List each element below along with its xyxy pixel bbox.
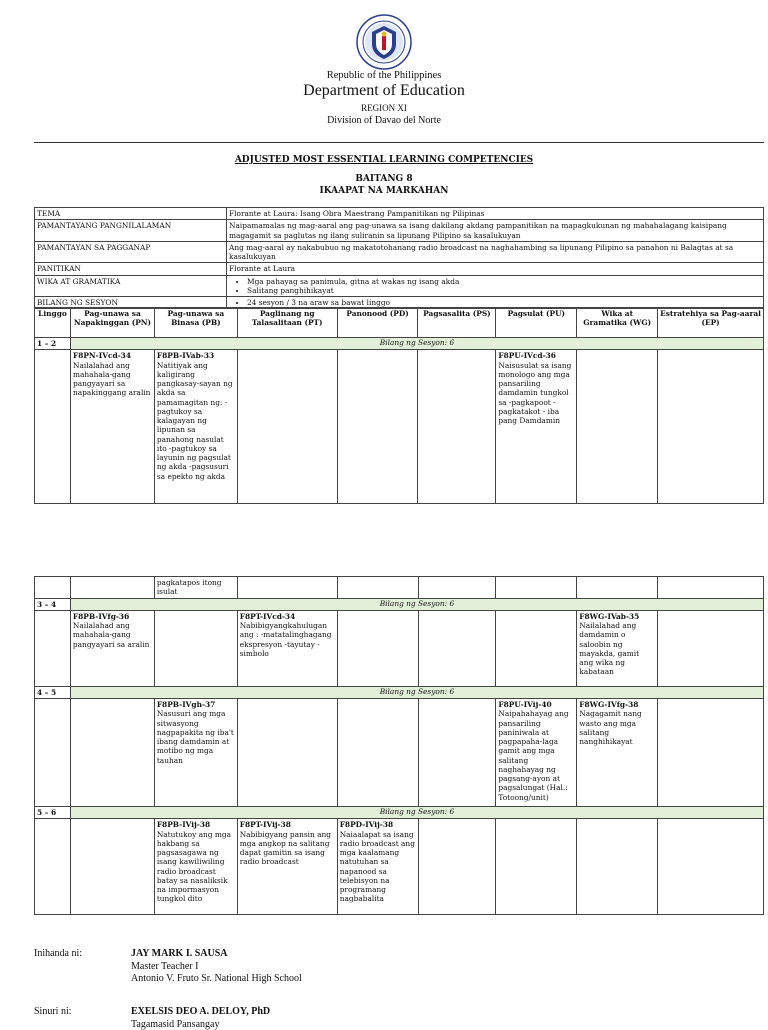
- competency-code: F8PB-IVab-33: [156, 351, 215, 361]
- competency-text: pagkatapos itong isulat: [154, 577, 237, 599]
- info-value: Florante at Laura: [227, 263, 764, 275]
- competency-cell: [496, 699, 577, 807]
- quarter-title: IKAAPAT NA MARKAHAN: [319, 186, 449, 196]
- deped-seal-icon: [356, 14, 412, 70]
- info-key: WIKA AT GRAMATIKA: [35, 275, 227, 297]
- competency-text: Nabibigyangkahulugan ang : -matatalinghagang ekspresyon -tayutay -simbolo: [239, 621, 332, 658]
- competency-code: F8PB-IVgh-37: [156, 700, 216, 709]
- competency-table: [34, 307, 764, 504]
- competency-code: F8PU-IVij-40: [498, 700, 552, 709]
- info-bullet: • Mga pahayag sa panimula, gitna at wakas ng isang akda: [247, 277, 761, 286]
- info-key: PAMANTAYAN SA PAGGANAP: [35, 241, 227, 263]
- grade-title: BAITANG 8: [355, 174, 413, 184]
- col-pd: Panonood (PD): [337, 308, 418, 338]
- info-row-panitikan: [35, 263, 764, 275]
- header-division: Division of Davao del Norte: [327, 115, 441, 126]
- competency-cell: [577, 699, 658, 807]
- competency-text: Nagagamit nang wasto ang mga salitang nanghihikayat: [579, 709, 642, 746]
- competency-text: Nailalahad ang mahahala-gang pangyayari sa aralin: [72, 621, 150, 649]
- info-row-pamantayan-sa-pagganap: [35, 241, 764, 263]
- session-count: Bilang ng Sesyon: 6: [70, 598, 763, 610]
- info-row-tema: [35, 208, 764, 220]
- competency-text: Naisusulat sa isang monologo ang mga pansariling damdamin tungkol sa -pagkapoot -pagkatakot - iba pang Damdamin: [498, 360, 572, 425]
- col-pu: Pagsulat (PU): [496, 308, 577, 338]
- competency-code: F8PT-IVij-38: [239, 820, 291, 830]
- competency-text: Natutukoy ang mga hakbang sa pagsasagawa ng isang kawiliwiling radio broadcast batay sa nasaliksik na impormasyon tungkol dito: [156, 829, 231, 904]
- info-table: [34, 207, 764, 309]
- competency-cell: [237, 819, 337, 915]
- week-content-row: [35, 610, 764, 686]
- competency-code: F8PT-IVcd-34: [239, 611, 296, 621]
- info-value: [227, 275, 764, 297]
- competency-cell: [237, 610, 337, 686]
- competency-table-continued: [34, 576, 764, 915]
- competency-text: Naipahahayag ang pansariling paniniwala at pagpapaha-laga gamit ang mga salitang naghahayag ng pagsang-ayon at pagsalungat (Hal.: Totoong/unit): [498, 709, 569, 802]
- week-session-row: [35, 338, 764, 350]
- competency-cell: [154, 350, 237, 504]
- prepared-title: Master Teacher I: [131, 961, 199, 972]
- info-value: Ang mag-aaral ay nakabubuo ng makatotohanang radio broadcast na naghahambing sa lipunang Pilipino sa panahon ni Balagtas at sa kasalukuyan: [227, 241, 764, 263]
- week-content-row: [35, 819, 764, 915]
- competency-cell: [70, 610, 154, 686]
- competency-cell: [577, 610, 658, 686]
- header-region: REGION XI: [361, 103, 407, 113]
- info-key: PANITIKAN: [35, 263, 227, 275]
- week-label: 3 – 4: [35, 598, 71, 610]
- col-ep: Estratehiya sa Pag-aaral (EP): [658, 308, 764, 338]
- info-bullet: • 24 sesyon / 3 na araw sa bawat linggo: [247, 298, 761, 307]
- prepared-name: JAY MARK I. SAUSA: [131, 948, 228, 959]
- col-pb: Pag-unawa sa Binasa (PB): [154, 308, 237, 338]
- competency-text: Naiaalapat sa isang radio broadcast ang mga kaalamang natutuhan sa napanood sa telebisyon na programang nagbabalita: [339, 829, 415, 904]
- competency-cell: [337, 819, 418, 915]
- info-value: Naipamamalas ng mag-aaral ang pag-unawa sa isang dakilang akdang pampanitikan na mapagkukunan ng mahahalagang kaisipang magagamit sa paglutas ng ilang suliranin sa lipunang Pilipino sa kasalukuyan: [227, 220, 764, 242]
- competency-code: F8PB-IVfg-36: [72, 611, 130, 621]
- checked-name: EXELSIS DEO A. DELOY, PhD: [131, 1006, 271, 1017]
- info-bullet: • Salitang panghihikayat: [247, 286, 761, 295]
- checked-by-block: [34, 1006, 734, 1030]
- col-linggo: Linggo: [35, 308, 71, 338]
- competency-cell: [496, 350, 577, 504]
- week-content-row: [35, 699, 764, 807]
- session-count: Bilang ng Sesyon: 6: [70, 338, 763, 350]
- competency-code: F8PD-IVij-38: [339, 820, 394, 830]
- week-session-row: [35, 686, 764, 698]
- competency-code: F8PU-IVcd-36: [498, 351, 556, 361]
- session-count: Bilang ng Sesyon: 6: [70, 807, 763, 819]
- competency-cell: [154, 699, 237, 807]
- header-department: Department of Education: [303, 82, 465, 99]
- document-title: ADJUSTED MOST ESSENTIAL LEARNING COMPETENCIES: [234, 155, 534, 165]
- competency-text: Nabibigyang pansin ang mga angkop na salitang dapat gamitin sa isang radio broadcast: [239, 829, 331, 867]
- info-key: TEMA: [35, 208, 227, 220]
- competency-cell: [70, 350, 154, 504]
- col-wg: Wika at Gramatika (WG): [577, 308, 658, 338]
- info-row-wika-at-gramatika: [35, 275, 764, 297]
- competency-code: F8PB-IVij-38: [156, 820, 211, 830]
- header-divider: [34, 142, 764, 143]
- competency-code: F8WG-IVfg-38: [579, 700, 639, 709]
- week-content-row: [35, 350, 764, 504]
- prepared-label: Inihanda ni:: [34, 948, 83, 959]
- prepared-school: Antonio V. Fruto Sr. National High School: [131, 973, 302, 984]
- continued-row: [35, 577, 764, 599]
- header-republic: Republic of the Philippines: [326, 70, 442, 81]
- week-label: 1 – 2: [35, 338, 71, 350]
- col-pn: Pag-unawa sa Napakinggan (PN): [70, 308, 154, 338]
- column-header-row: [35, 308, 764, 338]
- competency-text: Nasusuri ang mga sitwasyong nagpapakita ng iba't ibang damdamin at motibo ng mga tauhan: [156, 709, 234, 765]
- info-key: PAMANTAYANG PANGNILALAMAN: [35, 220, 227, 242]
- col-ps: Pagsasalita (PS): [418, 308, 496, 338]
- prepared-by-block: [34, 948, 734, 988]
- competency-text: Nailalahad ang mahahala-gang pangyayari sa napakinggang aralin: [72, 360, 151, 398]
- competency-cell: [154, 819, 237, 915]
- week-session-row: [35, 598, 764, 610]
- col-pt: Paglinang ng Talasalitaan (PT): [237, 308, 337, 338]
- checked-label: Sinuri ni:: [34, 1006, 72, 1017]
- session-count: Bilang ng Sesyon: 6: [70, 686, 763, 698]
- week-session-row: [35, 807, 764, 819]
- competency-code: F8PN-IVcd-34: [72, 351, 131, 361]
- info-value: Florante at Laura: Isang Obra Maestrang Pampanitikan ng Pilipinas: [227, 208, 764, 220]
- competency-code: F8WG-IVab-35: [579, 611, 640, 621]
- info-row-pamantayang-pangnilalaman: [35, 220, 764, 242]
- week-label: 4 – 5: [35, 686, 71, 698]
- checked-title: Tagamasid Pansangay: [131, 1019, 220, 1030]
- week-label: 5 – 6: [35, 807, 71, 819]
- competency-text: Nailalahad ang damdamin o saloobin ng mayakda, gamit ang wika ng kabataan: [579, 621, 640, 677]
- competency-text: Natitiyak ang kaligirang pangkasay-sayan ng akda sa pamamagitan ng: -pagtukoy sa kalagayan ng lipunan sa panahong nasulat ito -pagtukoy sa layunin ng pagsulat ng akda -pagsusuri sa epekto ng akda: [156, 360, 233, 481]
- info-key: BILANG NG SESYON: [35, 297, 227, 309]
